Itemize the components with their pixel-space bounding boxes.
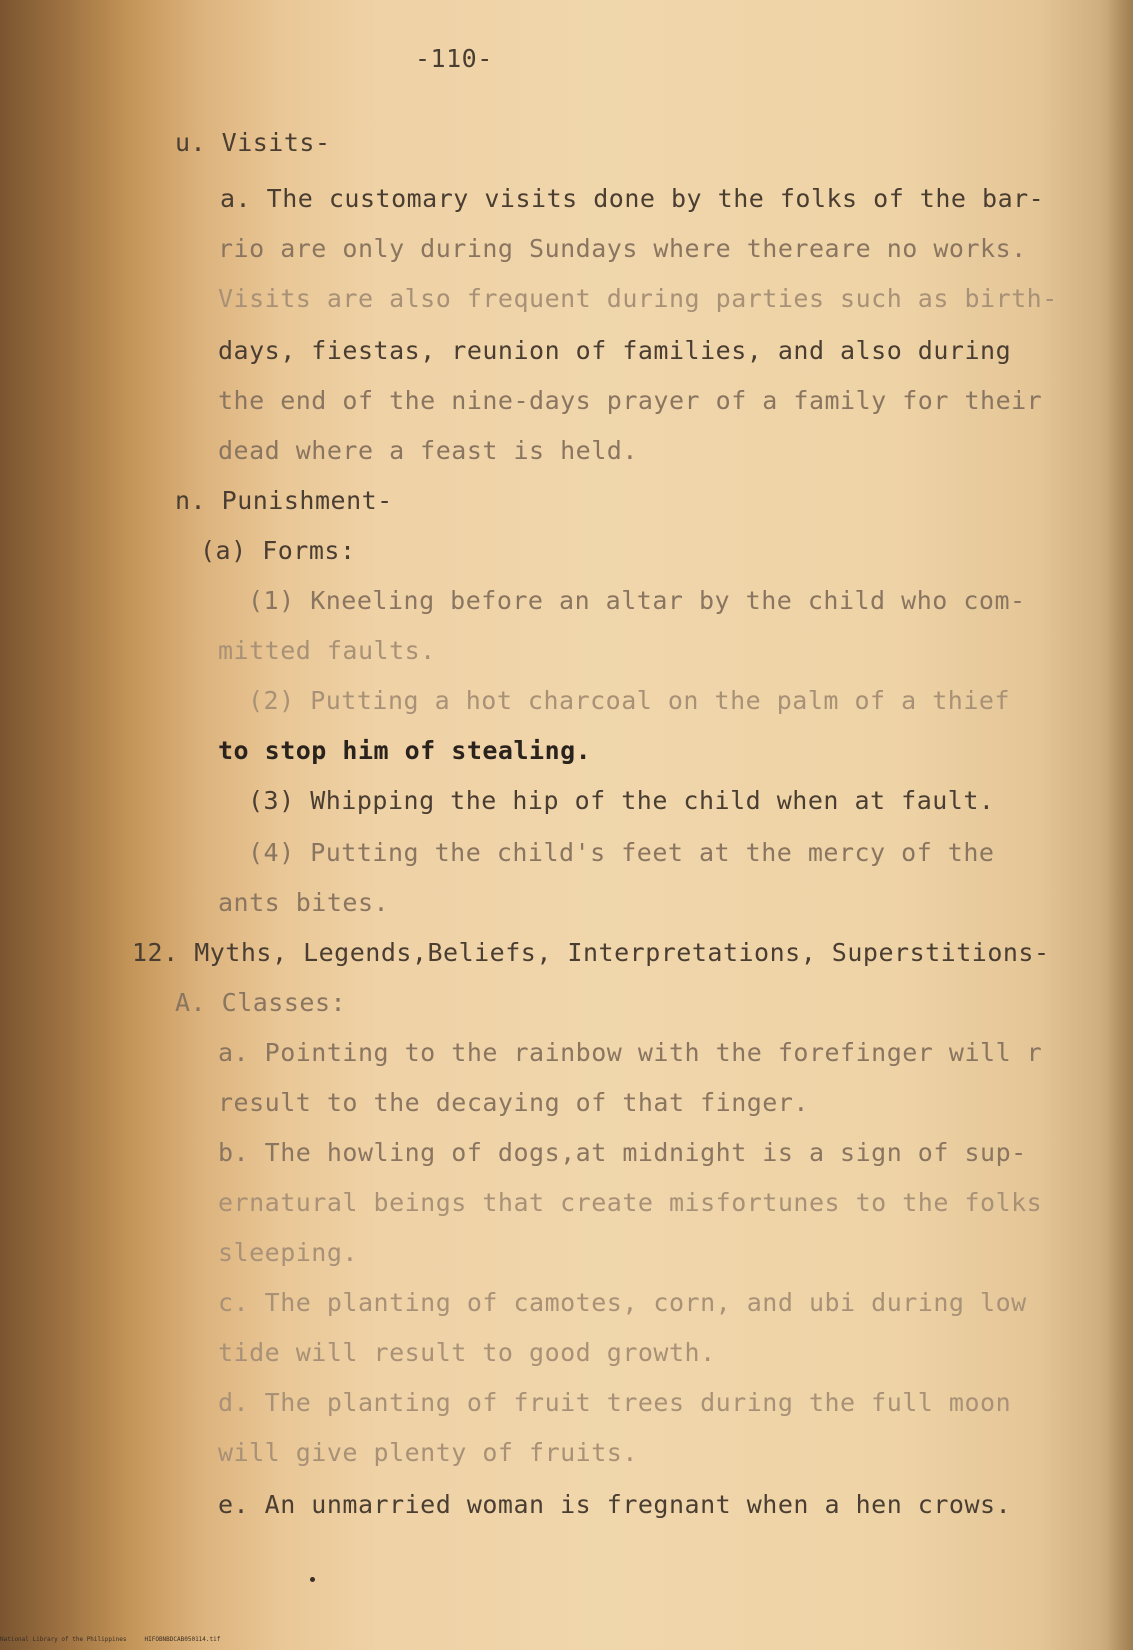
visits-line-4: days, fiestas, reunion of families, and also during: [218, 336, 1012, 365]
visits-line-6: dead where a feast is held.: [218, 436, 638, 465]
visits-line-1: a. The customary visits done by the folks of the bar-: [220, 184, 1045, 213]
punishment-line-1: (1) Kneeling before an altar by the child who com-: [248, 586, 1026, 615]
myths-line-7: tide will result to good growth.: [218, 1338, 716, 1367]
punishment-subheading: (a) Forms:: [200, 536, 356, 565]
page-edge-shadow: [1107, 0, 1133, 1650]
punishment-line-6: (4) Putting the child's feet at the mercy of the: [248, 838, 995, 867]
myths-line-5: sleeping.: [218, 1238, 358, 1267]
punishment-line-4: to stop him of stealing.: [218, 736, 592, 765]
visits-line-3: Visits are also frequent during parties such as birth-: [218, 284, 1058, 313]
scan-footer: National Library of the Philippines HIFOBNBDCAB050114.tif: [0, 1636, 221, 1643]
myths-line-2: result to the decaying of that finger.: [218, 1088, 809, 1117]
page-number: -110-: [415, 44, 493, 73]
myths-subheading: A. Classes:: [175, 988, 347, 1017]
myths-line-9: will give plenty of fruits.: [218, 1438, 638, 1467]
punishment-line-7: ants bites.: [218, 888, 390, 917]
myths-line-6: c. The planting of camotes, corn, and ubi during low: [218, 1288, 1027, 1317]
punishment-line-5: (3) Whipping the hip of the child when at fault.: [248, 786, 995, 815]
myths-line-10: e. An unmarried woman is fregnant when a hen crows.: [218, 1490, 1012, 1519]
visits-heading: u. Visits-: [175, 128, 331, 157]
visits-line-2: rio are only during Sundays where thereare no works.: [218, 234, 1027, 263]
punishment-line-3: (2) Putting a hot charcoal on the palm of a thief: [248, 686, 1011, 715]
ink-dot: [310, 1577, 315, 1582]
punishment-heading: n. Punishment-: [175, 486, 393, 515]
visits-line-5: the end of the nine-days prayer of a family for their: [218, 386, 1043, 415]
punishment-line-2: mitted faults.: [218, 636, 436, 665]
myths-line-8: d. The planting of fruit trees during the full moon: [218, 1388, 1012, 1417]
myths-line-1: a. Pointing to the rainbow with the forefinger will r: [218, 1038, 1043, 1067]
myths-heading: 12. Myths, Legends,Beliefs, Interpretations, Superstitions-: [132, 938, 1050, 967]
myths-line-4: ernatural beings that create misfortunes to the folks: [218, 1188, 1043, 1217]
myths-line-3: b. The howling of dogs,at midnight is a sign of sup-: [218, 1138, 1027, 1167]
